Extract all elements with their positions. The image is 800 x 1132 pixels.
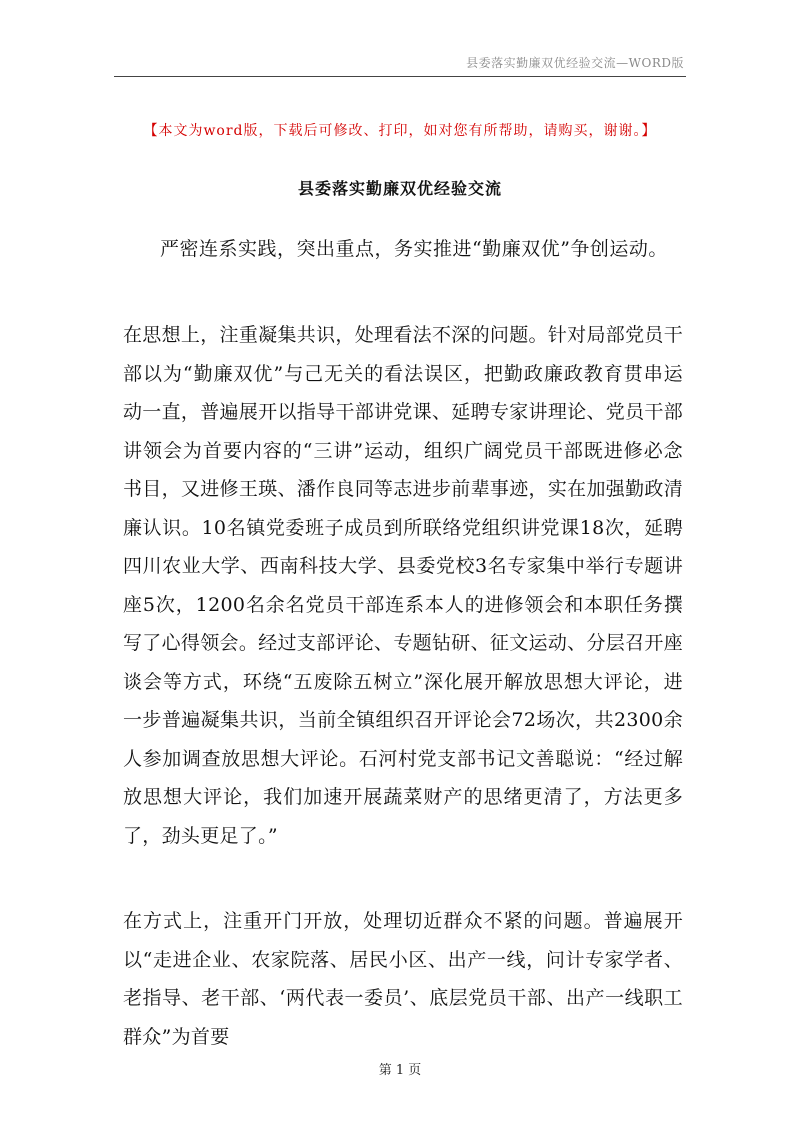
page-number: 第 1 页: [378, 1063, 422, 1078]
download-notice: 【本文为word版，下载后可修改、打印，如对您有所帮助，请购买，谢谢。】: [143, 123, 657, 139]
running-header: 县委落实勤廉双优经验交流—WORD版: [466, 56, 684, 70]
header-divider: [114, 76, 686, 77]
document-subtitle: 严密连系实践，突出重点，务实推进“勤廉双优”争创运动。: [160, 238, 668, 260]
body-paragraph: 在思想上，注重凝集共识，处理看法不深的问题。针对局部党员干部以为“勤廉双优”与己无关的看法误区，把勤政廉政教育贯串运动一直，普遍展开以指导干部讲党课、延聘专家讲理论、党员干部讲领会为首要内容的“三讲”运动，组织广阔党员干部既进修必念书目，又进修王瑛、潘作良同等志进步前辈事迹，实在加强勤政清廉认识。10名镇党委班子成员到所联络党组织讲党课18次，延聘四川农业大学、西南科技大学、县委党校3名专家集中举行专题讲座5次，1200名余名党员干部连系本人的进修领会和本职任务撰写了心得领会。经过支部评论、专题钻研、征文运动、分层召开座谈会等方式，环绕“五废除五树立”深化展开解放思想大评论，进一步普遍凝集共识，当前全镇组织召开评论会72场次，共2300余人参加调查放思想大评论。石河村党支部书记文善聪说：“经过解放思想大评论，我们加速开展蔬菜财产的思绪更清了，方法更多了，劲头更足了。”: [123, 324, 683, 847]
body-paragraph: 在方式上，注重开门开放，处理切近群众不紧的问题。普遍展开以“走进企业、农家院落、居民小区、出产一线，问计专家学者、老指导、老干部、‘两代表一委员’、底层党员干部、出产一线职工群众”为首要: [123, 910, 683, 1048]
document-title: 县委落实勤廉双优经验交流: [297, 179, 502, 198]
